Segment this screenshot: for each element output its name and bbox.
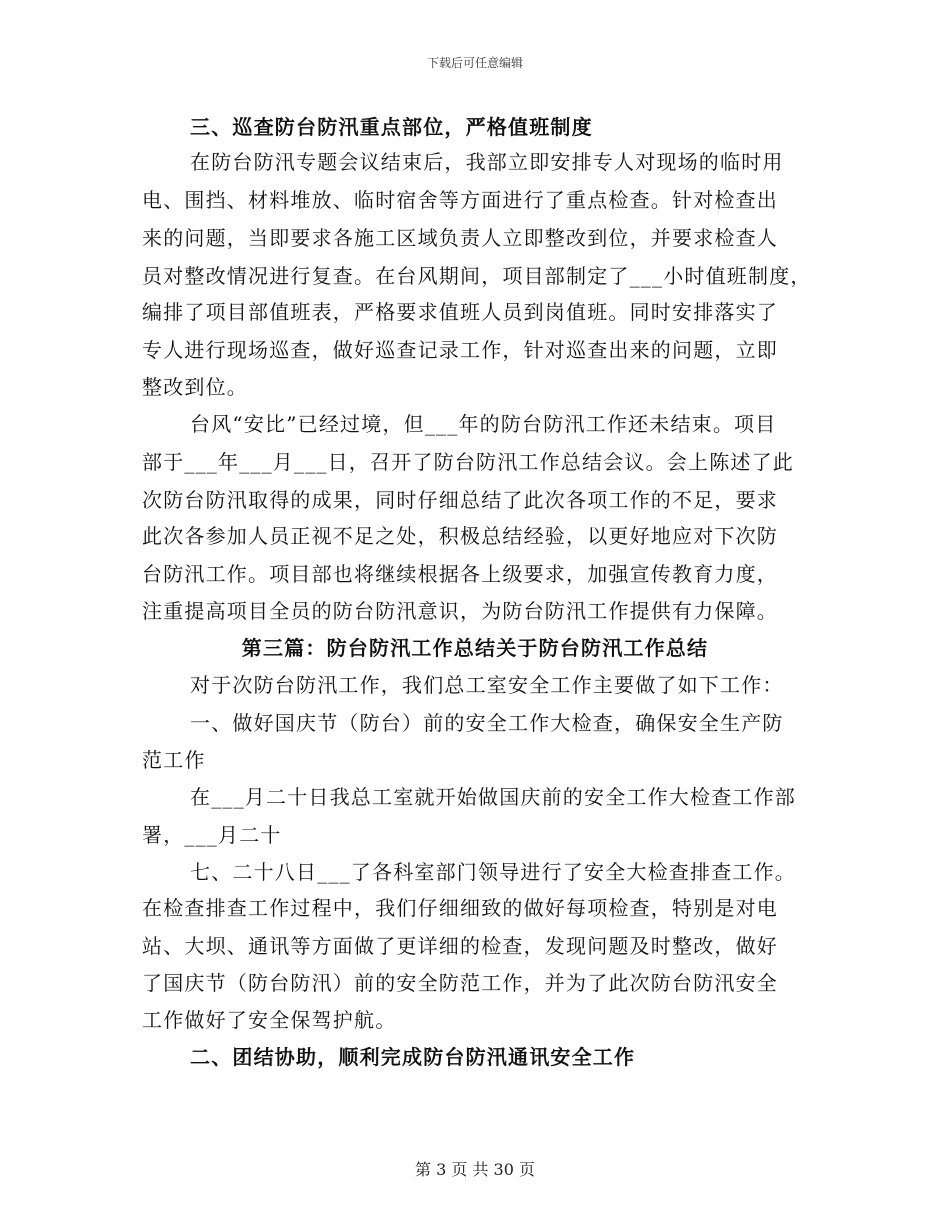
paragraph-line: 在检查排查工作过程中，我们仔细细致的做好每项检查，特别是对电 bbox=[142, 896, 778, 920]
paragraph-line: 整改到位。 bbox=[142, 375, 248, 399]
paragraph-line: 对于次防台防汛工作，我们总工室安全工作主要做了如下工作： bbox=[190, 673, 784, 697]
section-heading: 三、巡查防台防汛重点部位，严格值班制度 bbox=[190, 115, 593, 139]
paragraph-line: 了国庆节（防台防汛）前的安全防范工作，并为了此次防台防汛安全 bbox=[142, 971, 778, 995]
paragraph-line: 此次各参加人员正视不足之处，积极总结经验，以更好地应对下次防 bbox=[142, 524, 778, 548]
paragraph-line: 范工作 bbox=[142, 748, 206, 772]
paragraph-line: 台防汛工作。项目部也将继续根据各上级要求，加强宣传教育力度， bbox=[142, 562, 778, 586]
paragraph-line: 站、大坝、通讯等方面做了更详细的检查，发现问题及时整改，做好 bbox=[142, 934, 778, 958]
paragraph-line: 部于___年___月___日，召开了防台防汛工作总结会议。会上陈述了此 bbox=[142, 450, 794, 474]
paragraph-line: 注重提高项目全员的防台防汛意识，为防台防汛工作提供有力保障。 bbox=[142, 599, 778, 623]
paragraph-line: 在防台防汛专题会议结束后，我部立即安排专人对现场的临时用 bbox=[190, 150, 784, 174]
paragraph-line: 员对整改情况进行复查。在台风期间，项目部制定了___小时值班制度， bbox=[142, 264, 812, 288]
paragraph-line: 来的问题，当即要求各施工区域负责人立即整改到位，并要求检查人 bbox=[142, 226, 778, 250]
paragraph-line: 一、做好国庆节（防台）前的安全工作大检查，确保安全生产防 bbox=[190, 711, 784, 735]
paragraph-line: 台风“安比”已经过境，但___年的防台防汛工作还未结束。项目 bbox=[190, 412, 777, 436]
paragraph-line: 工作做好了安全保驾护航。 bbox=[142, 1008, 397, 1032]
paragraph-line: 专人进行现场巡查，做好巡查记录工作，针对巡查出来的问题，立即 bbox=[142, 338, 778, 362]
paragraph-line: 七、二十八日___了各科室部门领导进行了安全大检查排查工作。 bbox=[190, 860, 796, 884]
paragraph-line: 署，___月二十 bbox=[142, 823, 282, 847]
paragraph-line: 编排了项目部值班表，严格要求值班人员到岗值班。同时安排落实了 bbox=[142, 300, 778, 324]
page-header-note: 下载后可任意编辑 bbox=[426, 56, 523, 70]
page-number: 第 3 页 共 30 页 bbox=[415, 1160, 535, 1179]
paragraph-line: 次防台防汛取得的成果，同时仔细总结了此次各项工作的不足，要求 bbox=[142, 488, 778, 512]
paragraph-line: 在___月二十日我总工室就开始做国庆前的安全工作大检查工作部 bbox=[190, 785, 796, 809]
section-heading: 二、团结协助，顺利完成防台防汛通讯安全工作 bbox=[190, 1045, 636, 1069]
chapter-title: 第三篇：防台防汛工作总结关于防台防汛工作总结 bbox=[241, 636, 709, 660]
paragraph-line: 电、围挡、材料堆放、临时宿舍等方面进行了重点检查。针对检查出 bbox=[142, 188, 778, 212]
